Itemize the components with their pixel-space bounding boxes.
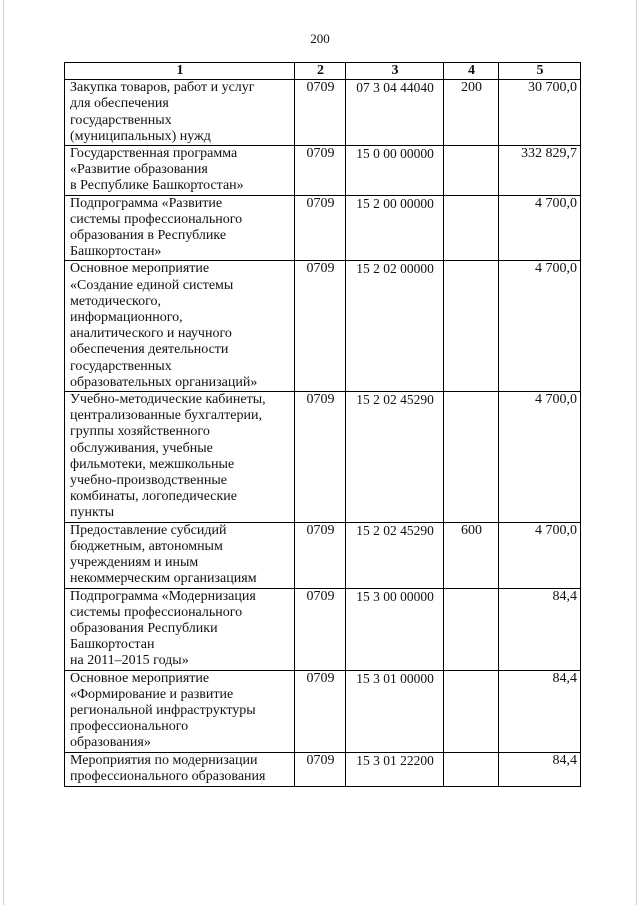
cell-vid — [444, 195, 499, 261]
cell-name-line: «Развитие образования — [70, 162, 208, 178]
cell-name-line: на 2011–2015 годы» — [70, 653, 189, 669]
cell-name-line: централизованные бухгалтерии, — [70, 408, 262, 424]
cell-name — [65, 80, 295, 146]
page-number: 200 — [310, 31, 330, 46]
cell-section: 0709 — [295, 195, 346, 261]
cell-name-line: системы профессионального — [70, 604, 243, 620]
table-row — [65, 146, 581, 196]
cell-vid — [444, 261, 499, 392]
cell-name — [65, 522, 295, 588]
column-header-vid: 4 — [444, 63, 499, 80]
table-body — [65, 80, 581, 787]
cell-name-line: (муниципальных) нужд — [70, 128, 211, 144]
cell-name-line: системы профессионального — [70, 211, 243, 227]
cell-section: 0709 — [295, 80, 346, 146]
column-header-name: 1 — [65, 63, 295, 80]
cell-name-line: некоммерческим организациям — [70, 571, 257, 587]
cell-code: 15 2 00 00000 — [346, 195, 444, 261]
cell-name-line: обеспечения деятельности — [70, 342, 229, 358]
cell-name-line: Подпрограмма «Модернизация — [70, 588, 256, 604]
cell-vid — [444, 752, 499, 786]
cell-name-line: методического, — [70, 293, 162, 309]
cell-vid — [444, 392, 499, 523]
cell-amount: 4 700,0 — [499, 522, 581, 588]
cell-section: 0709 — [295, 752, 346, 786]
cell-amount: 332 829,7 — [499, 146, 581, 196]
right-scan-edge — [636, 0, 637, 905]
cell-section: 0709 — [295, 146, 346, 196]
cell-name — [65, 752, 295, 786]
cell-name-line: пункты — [70, 505, 115, 521]
cell-name-line: образования Республики — [70, 620, 218, 636]
cell-name-line: Закупка товаров, работ и услуг — [70, 80, 255, 96]
cell-section: 0709 — [295, 392, 346, 523]
table-header-row — [65, 63, 581, 80]
cell-name-line: учебно-производственные — [70, 473, 227, 489]
cell-amount: 84,4 — [499, 588, 581, 670]
column-header-amount: 5 — [499, 63, 581, 80]
cell-name — [65, 195, 295, 261]
cell-name-line: Учебно-методические кабинеты, — [70, 392, 266, 408]
cell-code: 15 3 00 00000 — [346, 588, 444, 670]
cell-name — [65, 146, 295, 196]
cell-amount: 4 700,0 — [499, 195, 581, 261]
table-row — [65, 522, 581, 588]
cell-name-line: бюджетным, автономным — [70, 538, 223, 554]
cell-name-line: «Формирование и развитие — [70, 686, 234, 702]
cell-name-line: Предоставление субсидий — [70, 522, 227, 538]
cell-name-line: Основное мероприятие — [70, 261, 210, 277]
cell-name-line: комбинаты, логопедические — [70, 489, 238, 505]
table-row — [65, 392, 581, 523]
cell-code: 15 2 02 45290 — [346, 392, 444, 523]
cell-code: 15 3 01 22200 — [346, 752, 444, 786]
cell-name-line: государственных — [70, 112, 172, 128]
cell-name-line: Государственная программа — [70, 146, 238, 162]
table-row — [65, 752, 581, 786]
cell-name-line: Мероприятия по модернизации — [70, 752, 258, 768]
cell-section: 0709 — [295, 588, 346, 670]
table-row — [65, 80, 581, 146]
table-row — [65, 261, 581, 392]
cell-name-line: региональной инфраструктуры — [70, 702, 256, 718]
cell-name-line: Подпрограмма «Развитие — [70, 195, 223, 211]
cell-section: 0709 — [295, 261, 346, 392]
table-row — [65, 670, 581, 752]
cell-name-line: для обеспечения — [70, 96, 169, 112]
cell-code: 15 0 00 00000 — [346, 146, 444, 196]
cell-name — [65, 670, 295, 752]
cell-vid: 200 — [444, 80, 499, 146]
cell-name — [65, 392, 295, 523]
table-row — [65, 588, 581, 670]
cell-amount: 4 700,0 — [499, 261, 581, 392]
budget-table — [64, 62, 581, 787]
cell-code: 15 2 02 45290 — [346, 522, 444, 588]
table-row — [65, 195, 581, 261]
cell-name-line: группы хозяйственного — [70, 424, 210, 440]
cell-name-line: «Создание единой системы — [70, 277, 234, 293]
cell-amount: 4 700,0 — [499, 392, 581, 523]
cell-name-line: образования» — [70, 735, 151, 751]
cell-vid — [444, 146, 499, 196]
cell-name-line: информационного, — [70, 310, 183, 326]
cell-code: 07 3 04 44040 — [346, 80, 444, 146]
cell-vid — [444, 670, 499, 752]
cell-name-line: фильмотеки, межшкольные — [70, 456, 235, 472]
cell-vid: 600 — [444, 522, 499, 588]
cell-name-line: образовательных организаций» — [70, 374, 258, 390]
cell-code: 15 3 01 00000 — [346, 670, 444, 752]
cell-vid — [444, 588, 499, 670]
cell-name-line: Башкортостан — [70, 637, 155, 653]
cell-amount: 84,4 — [499, 752, 581, 786]
cell-name-line: Башкортостан» — [70, 244, 162, 260]
cell-name-line: аналитического и научного — [70, 326, 232, 342]
cell-name-line: обслуживания, учебные — [70, 440, 213, 456]
cell-name-line: профессионального образования — [70, 768, 266, 784]
cell-name-line: профессионального — [70, 719, 189, 735]
left-scan-edge — [3, 0, 4, 905]
cell-name-line: государственных — [70, 358, 172, 374]
column-header-section: 2 — [295, 63, 346, 80]
cell-name-line: в Республике Башкортостан» — [70, 178, 244, 194]
cell-name — [65, 261, 295, 392]
cell-name-line: Основное мероприятие — [70, 670, 210, 686]
cell-name-line: учреждениям и иным — [70, 555, 199, 571]
cell-amount: 30 700,0 — [499, 80, 581, 146]
column-header-code: 3 — [346, 63, 444, 80]
cell-name-line: образования в Республике — [70, 228, 227, 244]
cell-code: 15 2 02 00000 — [346, 261, 444, 392]
cell-amount: 84,4 — [499, 670, 581, 752]
cell-section: 0709 — [295, 522, 346, 588]
cell-section: 0709 — [295, 670, 346, 752]
cell-name — [65, 588, 295, 670]
